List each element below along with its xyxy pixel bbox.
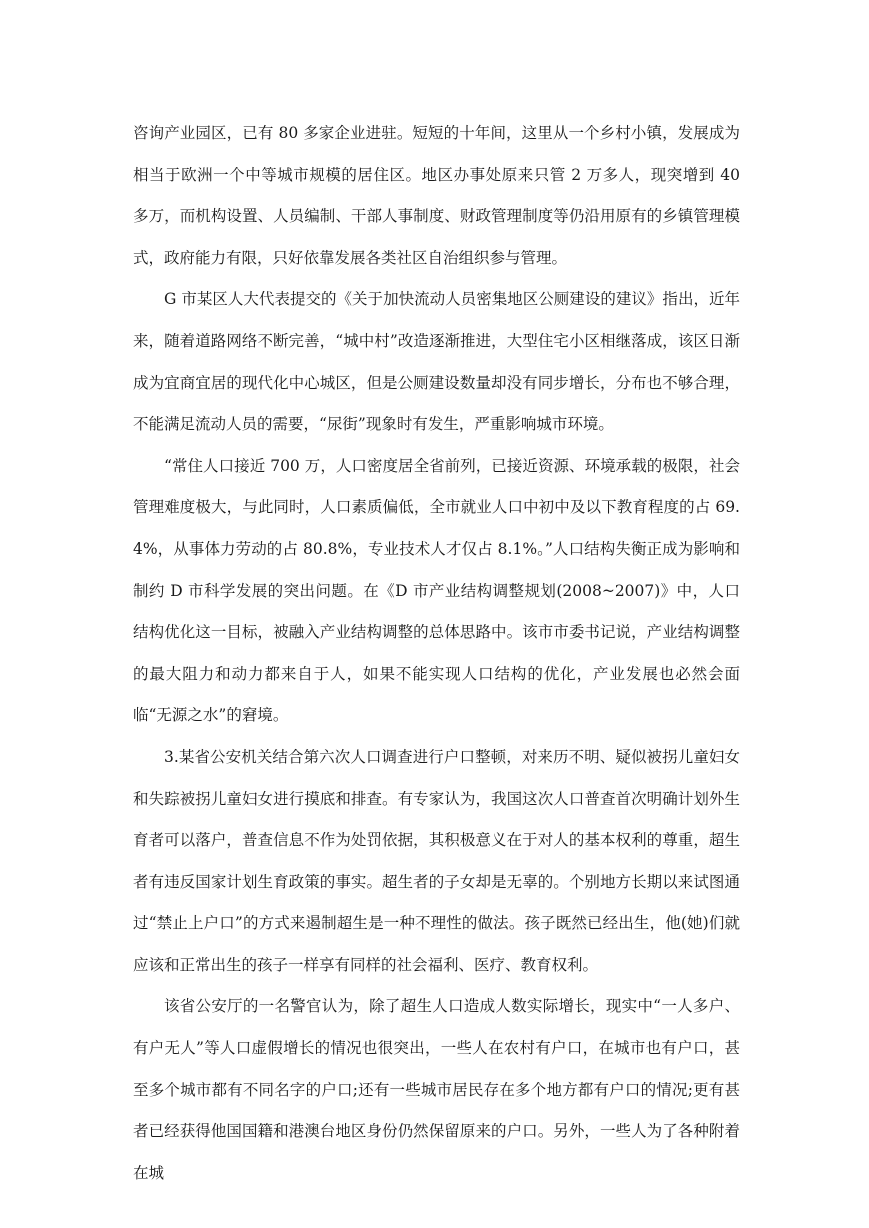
document-body: [133, 113, 740, 1194]
paragraph-1: 咨询产业园区，已有 80 多家企业进驻。短短的十年间，这里从一个乡村小镇，发展成为相当于欧洲一个中等城市规模的居住区。地区办事处原来只管 2 万多人，现突增到 40 多万，而机构设置、人员编制、干部人事制度、财政管理制度等仍沿用原有的乡镇管理模式，政府能力有限，只好依靠发展各类社区自治组织参与管理。: [133, 124, 740, 267]
paragraph-4: 3.某省公安机关结合第六次人口调查进行户口整顿，对来历不明、疑似被拐儿童妇女和失踪被拐儿童妇女进行摸底和排查。有专家认为，我国这次人口普查首次明确计划外生育者可以落户，普查信息不作为处罚依据，其积极意义在于对人的基本权利的尊重，超生者有违反国家计划生育政策的事实。超生者的子女却是无辜的。个别地方长期以来试图通过“禁止上户口”的方式来遏制超生是一种不理性的做法。孩子既然已经出生，他(她)们就应该和正常出生的孩子一样享有同样的社会福利、医疗、教育权利。: [133, 747, 740, 974]
paragraph-3: “常住人口接近 700 万，人口密度居全省前列，已接近资源、环境承载的极限，社会管理难度极大，与此同时，人口素质偏低，全市就业人口中初中及以下教育程度的占 69.4%，从事体力劳动的占 80.8%，专业技术人才仅占 8.1%。”人口结构失衡正成为影响和制约 D 市科学发展的突出问题。在《D 市产业结构调整规划(2008~2007)》中，人口结构优化这一目标，被融入产业结构调整的总体思路中。该市市委书记说，产业结构调整的最大阻力和动力都来自于人，如果不能实现人口结构的优化，产业发展也必然会面临“无源之水”的窘境。: [133, 456, 740, 725]
paragraph-2: G 市某区人大代表提交的《关于加快流动人员密集地区公厕建设的建议》指出，近年来，随着道路网络不断完善，“城中村”改造逐渐推进，大型住宅小区相继落成，该区日渐成为宜商宜居的现代化中心城区，但是公厕建设数量却没有同步增长，分布也不够合理，不能满足流动人员的需要，“尿街”现象时有发生，严重影响城市环境。: [133, 290, 740, 434]
paragraph-5: 该省公安厅的一名警官认为，除了超生人口造成人数实际增长，现实中“一人多户、有户无人”等人口虚假增长的情况也很突出，一些人在农村有户口，在城市也有户口，甚至多个城市都有不同名字的户口;还有一些城市居民存在多个地方都有户口的情况;更有甚者已经获得他国国籍和港澳台地区身份仍然保留原来的户口。另外，一些人为了各种附着在城: [133, 997, 740, 1182]
